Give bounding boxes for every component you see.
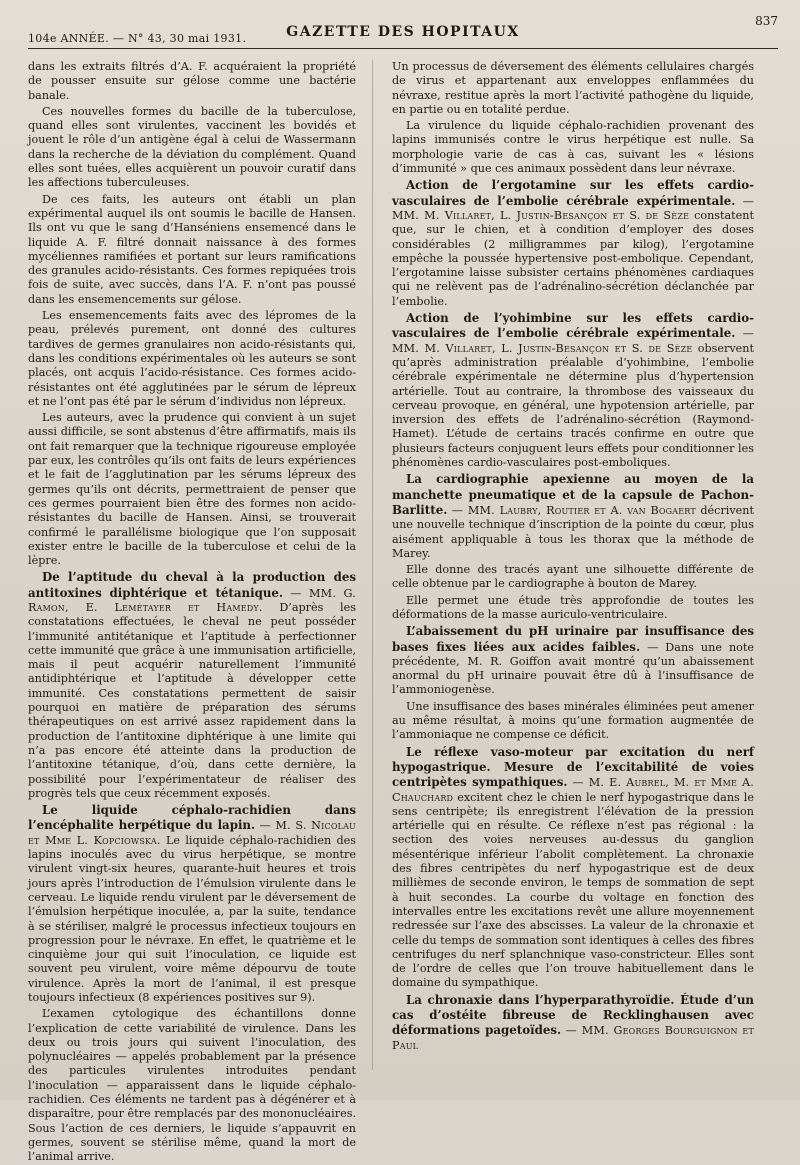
article-title: Le liquide céphalo-rachidien dans l’encéphalite herpétique du lapin. xyxy=(28,803,356,833)
article-reflexe xyxy=(392,745,754,991)
article-chronaxie xyxy=(392,993,754,1053)
article-authors: — MM. Laubry, Routier et A. van Bogaert xyxy=(451,503,696,517)
article-encephalite xyxy=(28,803,356,1005)
article-body: constatent que, sur le chien, et à condition d’employer des doses considérables (2 milligrammes par kilog), l’ergotamine empêche la poussée hypertensive post-embolique. Cependant, l’ergotamine laisse subsister certains phénomènes cardiaques qui ne relèvent pas de l’adrénalino-sécrétion déclanchée par l’embolie. xyxy=(392,208,754,308)
page-number: 837 xyxy=(755,14,778,28)
article-body: décrivent une nouvelle technique d’inscription de la pointe du cœur, plus aisément appliquable à tous les thorax que la méthode de Marey. xyxy=(392,503,755,560)
article-title: Action de l’yohimbine sur les effets cardio-vasculaires de l’embolie cérébrale expérimentale. xyxy=(392,311,754,341)
article-authors: — MM. Georges Bourguignon et Paul xyxy=(392,1024,754,1052)
article-body: D’après les constatations effectuées, le cheval ne peut posséder l’immunité antitétanique et l’aptitude à perfectionner cette immunité que grâce à une immunisation artificielle, mais il peut acquérir naturellement l’immunité antidiphtérique et l’aptitude à développer cette immunité. Ces constatations permettent de saisir pourquoi en matière de préparation des sérums thérapeutiques on est arrivé assez rapidement dans la production de l’antitoxine diphtérique à une limite qui n’a pas encore été atteinte dans la production de l’antitoxine tétanique, d’où, dans cette dernière, la possibilité pour l’expérimentateur de réaliser des progrès tels que ceux récemment exposés. xyxy=(28,600,356,800)
page-header xyxy=(28,14,778,49)
right-column xyxy=(392,60,754,1090)
article-body: observent qu’après administration préalable d’yohimbine, l’embolie cérébrale expérimentale ne détermine plus d’hypertension artérielle. Tout au contraire, la thrombose des vaisseaux du cerveau provoque, en général, une hypotension artérielle, par inversion des effets de l’adrénalino-sécrétion (Raymond-Hamet). L’étude de certains tracés confirme en outre que plusieurs facteurs conjuguent leurs effets pour conditionner les phénomènes cardio-vasculaires post-emboliques. xyxy=(392,341,754,470)
article-authors: — MM. M. Villaret, L. Justin-Besançon et S. de Sèze xyxy=(392,194,754,222)
paragraph: La virulence du liquide céphalo-rachidien provenant des lapins immunisés contre le virus herpétique est nulle. Sa morphologie varie de cas à cas, suivant les « lésions d’immunité » que ces animaux possèdent dans leur névraxe. xyxy=(392,119,754,176)
article-title: La chronaxie dans l’hyperparathyroïdie. Étude d’un cas d’ostéite fibreuse de Recklinghausen avec déformations pagetoïdes. xyxy=(392,992,754,1038)
article-yohimbine xyxy=(392,311,754,470)
paragraph: Une insuffisance des bases minérales éliminées peut amener au même résultat, à moins qu’une formation augmentée de l’ammoniaque ne compense ce déficit. xyxy=(392,699,754,742)
paragraph: Elle permet une étude très approfondie de toutes les déformations de la masse auriculo-ventriculaire. xyxy=(392,593,754,621)
article-title: Le réflexe vaso-moteur par excitation du nerf hypogastrique. Mesure de l’excitabilité de voies centripètes sympathiques. xyxy=(392,744,754,790)
paragraph: Elle donne des tracés ayant une silhouette différente de celle obtenue par le cardiographe à bouton de Marey. xyxy=(392,563,754,591)
journal-title: GAZETTE DES HOPITAUX xyxy=(286,24,520,40)
article-title: Action de l’ergotamine sur les effets cardio-vasculaires de l’embolie cérébrale expérimentale. xyxy=(392,178,754,208)
article-body: — Dans une note précédente, M. R. Goiffon avait montré qu’un abaissement anormal du pH urinaire pouvait être dû à l’insuffisance de l’ammoniogenèse. xyxy=(392,640,755,697)
paragraph: Les auteurs, avec la prudence qui convient à un sujet aussi difficile, se sont abstenus d’être affirmatifs, mais ils ont fait remarquer que la technique rigoureuse employée par eux, les contrôles qu’ils ont faits de leurs expériences et le fait de l’agglutination par les sérums lépreux des germes qu’ils ont décrits, permettraient de penser que ces germes pourraient bien être des formes non acido-résistantes du bacille de Hansen. Ainsi, se trouverait confirmé le parallélisme biologique que l’on supposait exister entre le bacille de la tuberculose et celui de la lèpre. xyxy=(28,411,356,568)
paragraph: dans les extraits filtrés d’A. F. acquéraient la propriété de pousser ensuite sur gélose comme une bactérie banale. xyxy=(28,60,356,102)
article-title: L’abaissement du pH urinaire par insuffisance des bases fixes liées aux acides faibles. xyxy=(392,624,754,654)
paragraph: L’examen cytologique des échantillons donne l’explication de cette variabilité de virulence. Dans les deux ou trois jours qui suivent l’inoculation, des polynucléaires — appelés probablement par la présence des particules virulentes introduites pendant l’inoculation — apparaissent dans le liquide céphalo-rachidien. Ces éléments ne tardent pas à dégénérer et à disparaître, pour être remplacés par des mononucléaires. Sous l’action de ces derniers, le liquide s’appauvrit en germes, souvent se stérilise même, quand la mort de l’animal arrive. xyxy=(28,1007,356,1164)
issue-date: 104e ANNÉE. — N° 43, 30 mai 1931. xyxy=(28,32,247,45)
paragraph: Ces nouvelles formes du bacille de la tuberculose, quand elles sont virulentes, vaccinent les bovidés et jouent le rôle d’un antigène égal à celui de Wassermann dans la recherche de la déviation du complément. Quand elles sont tuées, elles acquièrent un pouvoir curatif dans les affections tuberculeuses. xyxy=(28,104,356,190)
article-body: Le liquide céphalo-rachidien des lapins inoculés avec du virus herpétique, se montre virulent vingt-six heures, quarante-huit heures et trois jours après l’introduction de l’émulsion virulente dans le cerveau. Le liquide rendu virulent par le déversement de l’émulsion herpétique inoculée, a, par la suite, tendance à se stériliser, malgré le processus infectieux toujours en progression pour le névraxe. En effet, le quatrième et le cinquième jour qui suit l’inoculation, ce liquide est souvent peu virulent, voire même dépourvu de toute virulence. Après la mort de l’animal, il est presque toujours infectieux (8 expériences positives sur 9). xyxy=(28,833,356,1004)
left-column xyxy=(28,60,357,1164)
article-authors: — M. E. Aubrel, M. et Mme A. Chauchard xyxy=(392,776,755,804)
paragraph: Un processus de déversement des éléments cellulaires chargés de virus et appartenant aux enveloppes enflammées du névraxe, restitue après la mort l’activité pathogène du liquide, en partie ou en totalité perdue. xyxy=(392,60,754,116)
article-title: La cardiographie apexienne au moyen de la manchette pneumatique et de la capsule de Pachon-Barlitte. xyxy=(392,472,754,517)
paragraph: De ces faits, les auteurs ont établi un plan expérimental auquel ils ont soumis le bacille de Hansen. Ils ont vu que le sang d’Hanséniens ensemencé dans le liquide A. F. filtré donnait naissance à des formes mycéliennes ramifiées et portant sur leurs ramifications des granules acido-résistants. Ces formes repiquées trois fois de suite, avec succès, dans l’A. F. n’ont pas poussé dans les ensemencements sur gélose. xyxy=(28,192,356,306)
article-cardiographie xyxy=(392,472,754,561)
article-body: excitent chez le chien le nerf hypogastrique dans le sens centripète; ils enregistrent l’élévation de la pression artérielle qui en résulte. Ce réflexe n’est pas régional : la section des voies nerveuses au-dessus du ganglion mésentérique inférieur l’abolit complètement. La chronaxie des fibres centripètes du nerf hypogastrique est de deux millièmes de seconde environ, le temps de sommation de sept à huit secondes. La courbe du voltage en fonction des intervalles entre les excitations revêt une allure moyennement redressée sur l’axe des abscisses. La valeur de la chronaxie et celle du temps de sommation sont identiques à celles des fibres centrifuges du nerf splanchnique vaso-constricteur. Elles sont de l’ordre de celles que l’on trouve habituellement dans le domaine du sympathique. xyxy=(392,790,754,990)
article-antitoxines xyxy=(28,570,356,801)
article-authors: — M. S. Nicolau et Mme L. Kopciowska. xyxy=(28,819,357,847)
article-ergotamine xyxy=(392,178,754,309)
article-authors: — MM. G. Ramon, E. Lemétayer et Hamedy. xyxy=(28,586,356,614)
column-divider xyxy=(372,60,373,1070)
article-title: De l’aptitude du cheval à la production des antitoxines diphtérique et tétanique. xyxy=(28,570,356,600)
article-ph-urinaire xyxy=(392,624,754,697)
paragraph: Les ensemencements faits avec des lépromes de la peau, prélevés purement, ont donné des cultures tardives de germes granulaires non acido-résistants qui, dans les conditions expérimentales où les auteurs se sont placés, ont acquis l’acido-résistance. Ces formes acido-résistantes ont été agglutinées par le sérum de lépreux et ne l’ont pas été par le sérum d’individus non lépreux. xyxy=(28,309,356,408)
article-authors: — MM. M. Villaret, L. Justin-Besançon et S. de Sèze xyxy=(392,327,754,355)
